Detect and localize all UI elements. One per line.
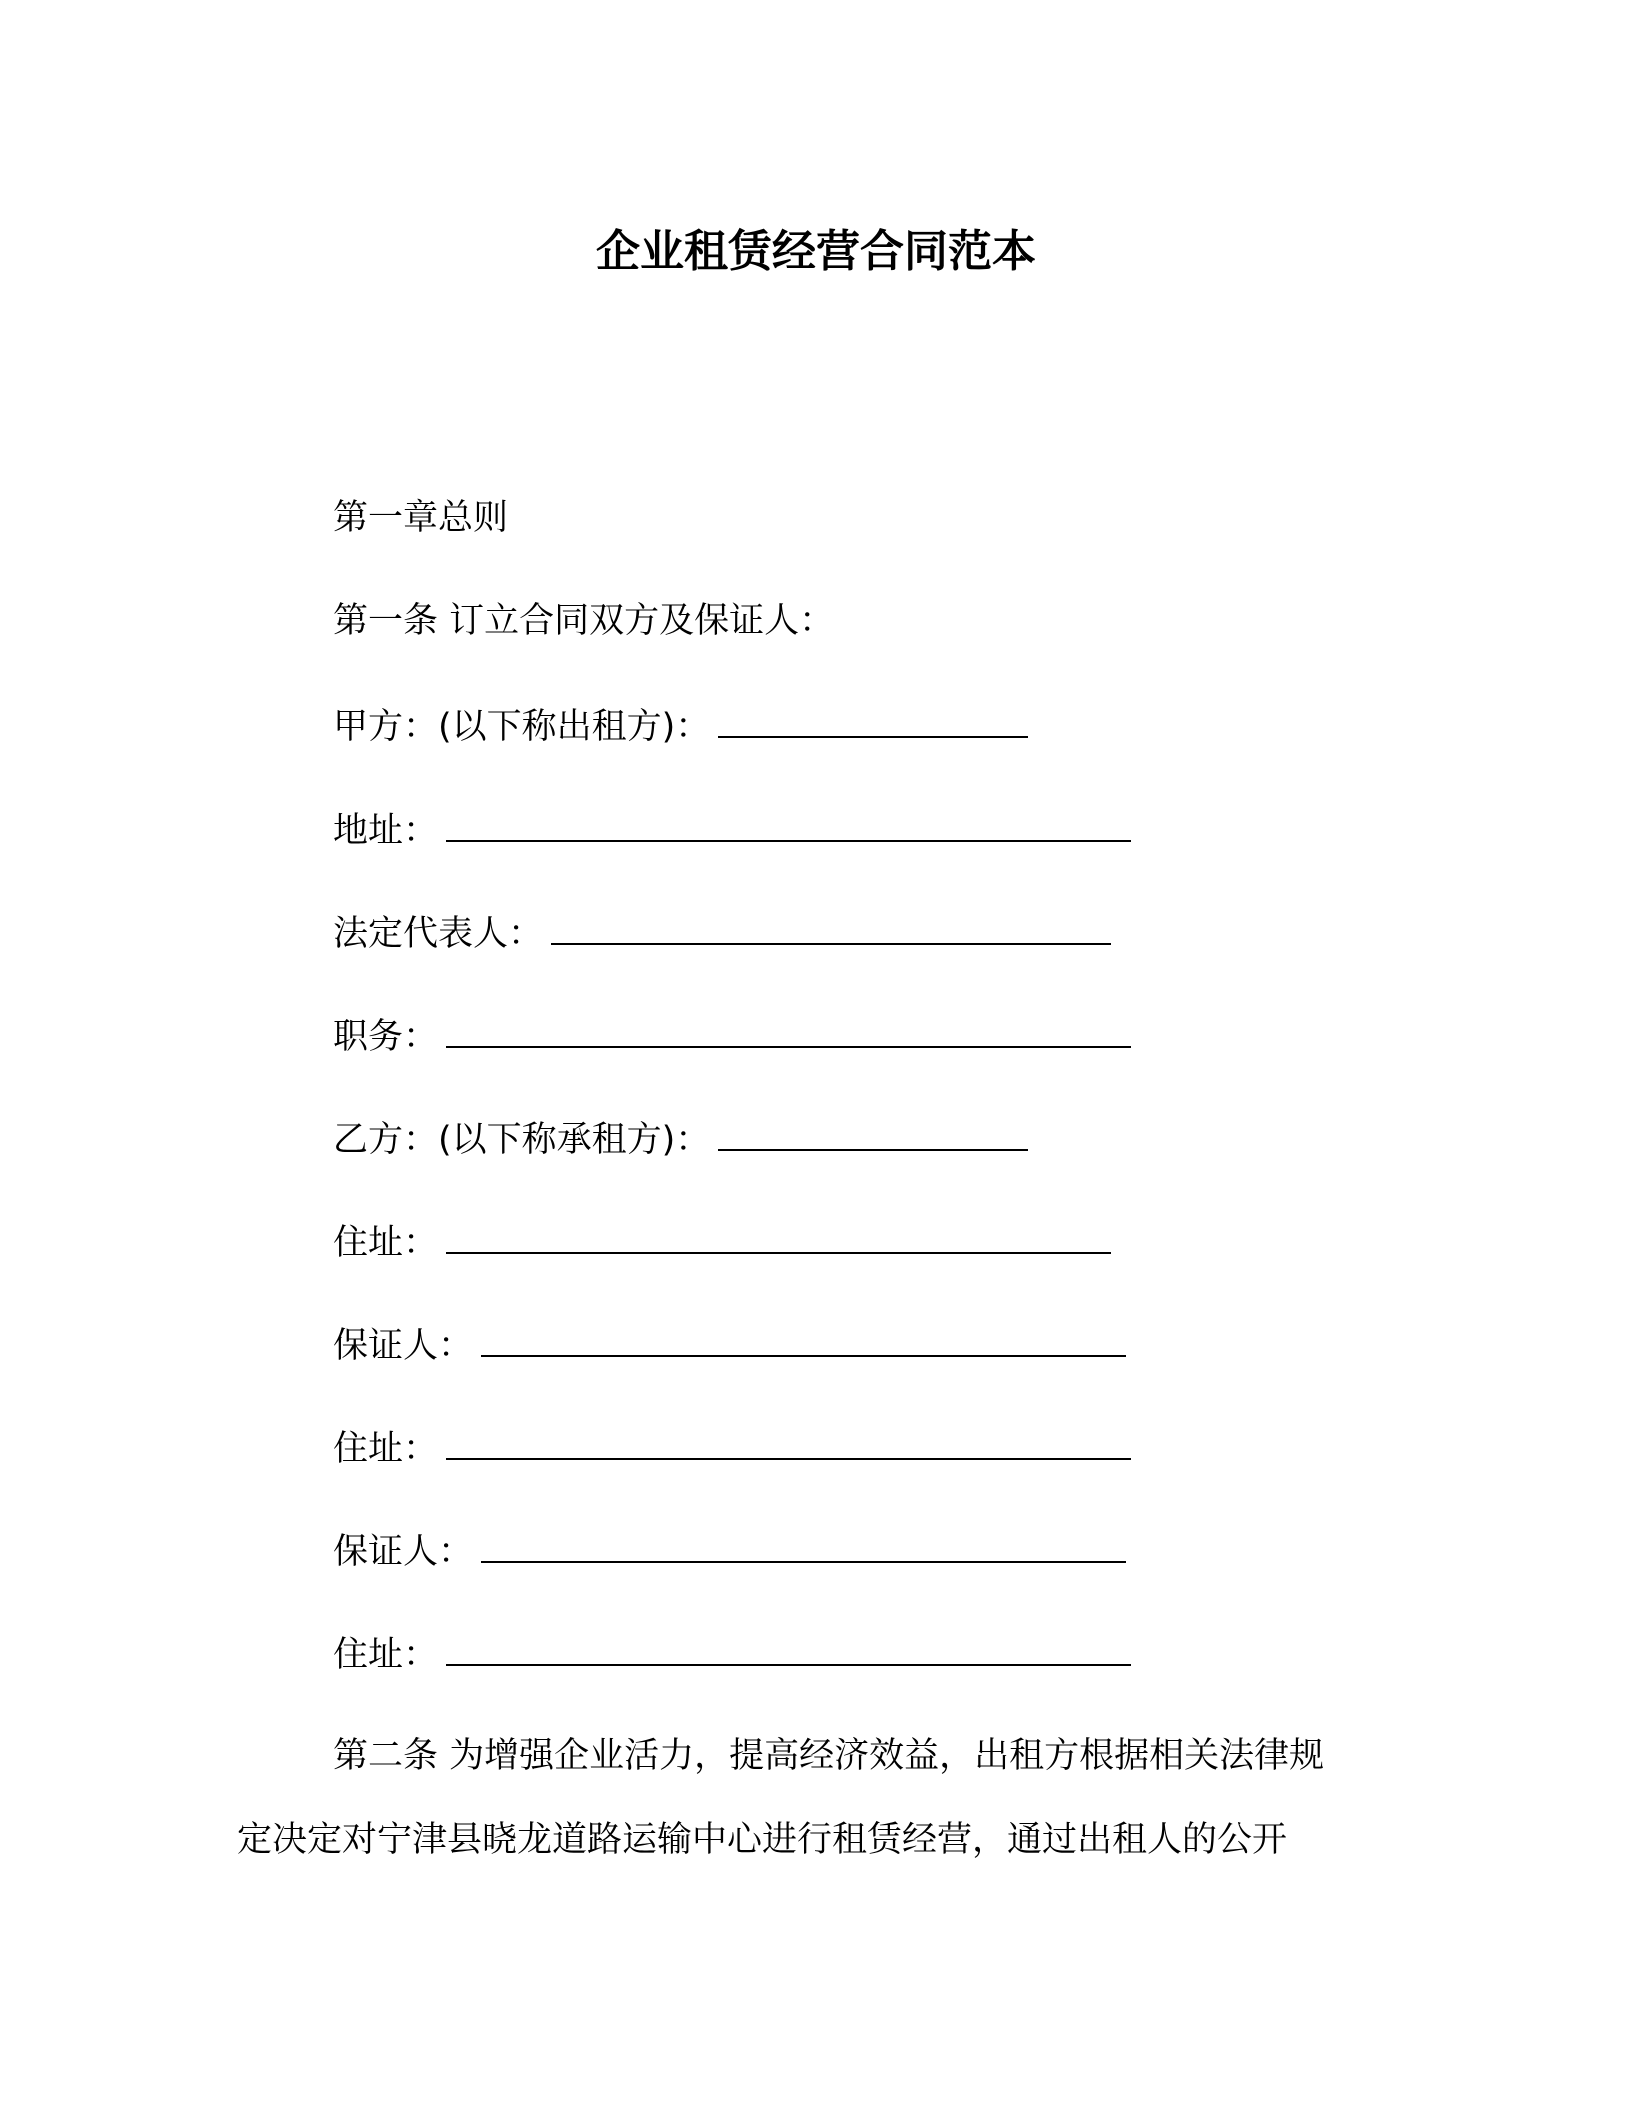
field-lessor-label: 甲方：(以下称出租方)： [333,707,711,747]
field-position-label: 职务： [333,1017,439,1057]
article-2-line-1-text: 第二条 为增强企业活力，提高经济效益，出租方根据相关法律规 [333,1736,1325,1776]
document-title: 企业租赁经营合同范本 [596,226,1036,277]
field-lessor-blank[interactable] [718,700,1028,738]
field-lessor-address-label: 地址： [333,811,439,851]
article-2-line-2 [237,1815,1397,1865]
field-guarantor-2-address-blank[interactable] [446,1628,1131,1666]
field-lessor-address-blank[interactable] [446,804,1131,842]
article-2-line-1 [237,1731,1397,1781]
chapter-heading: 第一章总则 [333,498,509,538]
field-guarantor-1-address [333,1422,1131,1474]
field-legal-representative-label: 法定代表人： [333,914,544,954]
field-lessee-address [333,1216,1111,1268]
field-guarantor-1-address-blank[interactable] [446,1422,1131,1460]
field-position [333,1010,1131,1062]
field-lessee-label: 乙方：(以下称承租方)： [333,1120,711,1160]
field-guarantor-1-blank[interactable] [481,1319,1126,1357]
field-guarantor-2-label: 保证人： [333,1532,474,1572]
field-guarantor-2-blank[interactable] [481,1525,1126,1563]
field-lessee-address-blank[interactable] [446,1216,1111,1254]
field-lessor-address [333,804,1131,856]
field-guarantor-2-address-label: 住址： [333,1635,439,1675]
field-guarantor-2 [333,1525,1126,1577]
field-guarantor-1-address-label: 住址： [333,1429,439,1469]
field-lessee-blank[interactable] [718,1113,1028,1151]
field-lessee-address-label: 住址： [333,1223,439,1263]
field-lessor [333,700,1028,752]
field-position-blank[interactable] [446,1010,1131,1048]
field-guarantor-1 [333,1319,1126,1371]
field-legal-representative [333,907,1111,959]
article-2-line-2-text: 定决定对宁津县晓龙道路运输中心进行租赁经营，通过出租人的公开 [237,1820,1288,1860]
field-guarantor-2-address [333,1628,1131,1680]
field-lessee [333,1113,1028,1165]
field-guarantor-1-label: 保证人： [333,1326,474,1366]
article-1-heading: 第一条 订立合同双方及保证人： [333,601,835,641]
field-legal-representative-blank[interactable] [551,907,1111,945]
